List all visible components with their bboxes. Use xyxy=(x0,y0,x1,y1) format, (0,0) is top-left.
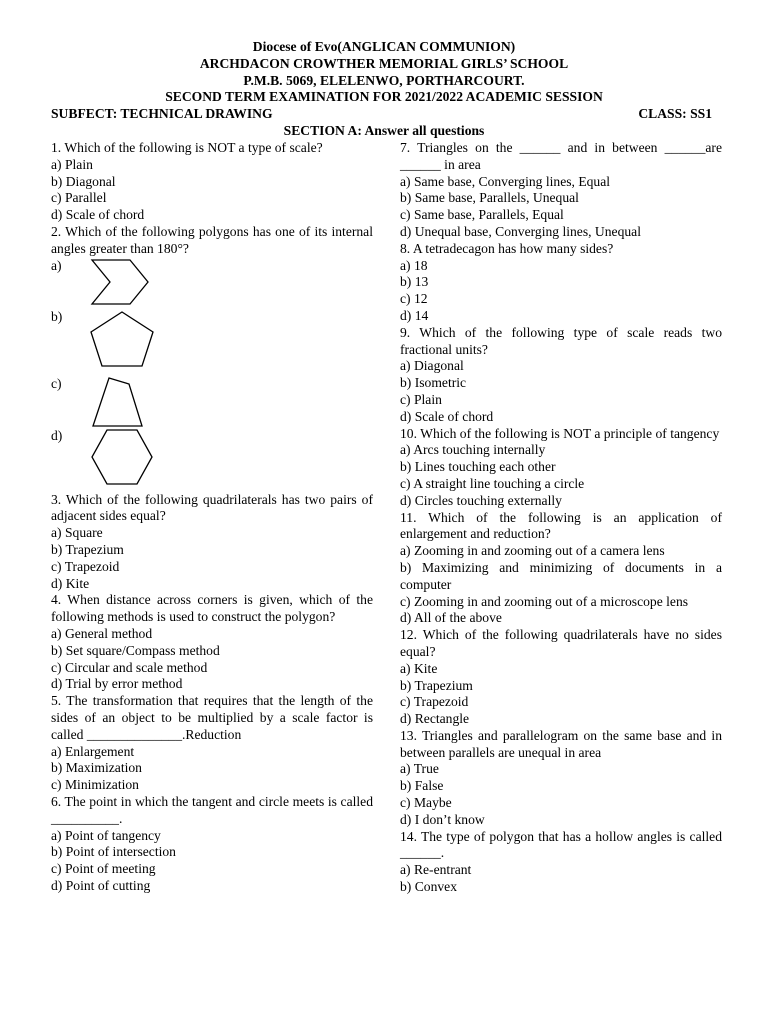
option-c: c) Zooming in and zooming out of a microscope lens xyxy=(400,593,689,609)
question-1 xyxy=(51,140,373,224)
option-a: a) Arcs touching internally xyxy=(400,442,546,458)
option-a: a) Same base, Converging lines, Equal xyxy=(400,173,611,189)
section-title: SECTION A: Answer all questions xyxy=(283,123,485,138)
option-d: d) Circles touching externally xyxy=(400,492,562,508)
option-c: c) Minimization xyxy=(51,777,139,793)
option-letter: a) xyxy=(51,257,62,273)
option-a: a) Plain xyxy=(51,156,93,172)
question-13 xyxy=(400,728,722,829)
hexagon-icon xyxy=(87,428,157,488)
class-label: CLASS: SS1 xyxy=(638,106,712,121)
question-text: 10. Which of the following is NOT a principle of tangency xyxy=(400,425,720,441)
option-a: a) Diagonal xyxy=(400,358,464,374)
question-12 xyxy=(400,627,722,728)
option-d: d) Unequal base, Converging lines, Unequal xyxy=(400,223,641,239)
option-a: a) Kite xyxy=(400,660,438,676)
question-5 xyxy=(51,693,373,794)
option-letter: d) xyxy=(51,427,63,443)
option-c: c) Trapezoid xyxy=(51,558,120,574)
option-b: b) Lines touching each other xyxy=(400,459,556,475)
question-text: 5. The transformation that requires that the length of the sides of an object to be multiplied by a scale factor is called ______________.Reduction xyxy=(51,693,373,742)
right-column xyxy=(400,140,722,896)
option-c: c) Parallel xyxy=(51,190,107,206)
option-b: b) Point of intersection xyxy=(51,844,176,860)
option-b: b) False xyxy=(400,778,444,794)
diocese-line: Diocese of Evo(ANGLICAN COMMUNION) xyxy=(252,39,516,54)
subject-label: SUBFECT: TECHNICAL DRAWING xyxy=(51,106,273,121)
option-d: d) Trial by error method xyxy=(51,676,183,692)
option-b: b) 13 xyxy=(400,274,429,290)
question-text: 11. Which of the following is an application of enlargement and reduction? xyxy=(400,509,722,542)
option-c: c) Plain xyxy=(400,391,442,407)
chevron-icon xyxy=(87,258,149,306)
option-c: c) Same base, Parallels, Equal xyxy=(400,207,564,223)
option-d: d) All of the above xyxy=(400,610,502,626)
option-c: c) A straight line touching a circle xyxy=(400,475,585,491)
school-name: ARCHDACON CROWTHER MEMORIAL GIRLS’ SCHOOL xyxy=(199,55,569,71)
school-address: P.M.B. 5069, ELELENWO, PORTHARCOURT. xyxy=(243,72,525,88)
question-11 xyxy=(400,510,722,628)
option-c: c) Point of meeting xyxy=(51,861,156,877)
option-d: d) Scale of chord xyxy=(400,408,494,424)
option-c: c) Trapezoid xyxy=(400,694,469,710)
option-a: a) Zooming in and zooming out of a camera lens xyxy=(400,543,665,559)
quadrilateral-icon xyxy=(87,376,157,428)
question-text: 8. A tetradecagon has how many sides? xyxy=(400,240,614,256)
question-7 xyxy=(400,140,722,241)
option-b: b) Convex xyxy=(400,879,458,895)
option-c xyxy=(51,376,373,428)
option-c: c) 12 xyxy=(400,291,428,307)
option-c: c) Maybe xyxy=(400,795,452,811)
option-d: d) I don’t know xyxy=(400,811,485,827)
question-10 xyxy=(400,426,722,510)
option-d xyxy=(51,428,373,492)
question-text: 6. The point in which the tangent and circle meets is called __________. xyxy=(51,793,373,826)
option-c: c) Circular and scale method xyxy=(51,659,208,675)
option-b xyxy=(51,309,373,376)
question-9 xyxy=(400,325,722,426)
question-14 xyxy=(400,829,722,896)
option-a: a) Point of tangency xyxy=(51,827,161,843)
question-3 xyxy=(51,492,373,593)
option-b: b) Same base, Parallels, Unequal xyxy=(400,190,579,206)
option-b: b) Set square/Compass method xyxy=(51,642,220,658)
option-b: b) Trapezium xyxy=(51,541,124,557)
exam-title: SECOND TERM EXAMINATION FOR 2021/2022 ACADEMIC SESSION xyxy=(165,89,603,105)
option-d: d) Rectangle xyxy=(400,711,470,727)
option-letter: b) xyxy=(51,308,63,324)
option-b: b) Maximizing and minimizing of documents in a computer xyxy=(400,559,722,592)
option-a: a) Enlargement xyxy=(51,743,135,759)
question-text: 4. When distance across corners is given, which of the following methods is used to construct the polygon? xyxy=(51,592,373,625)
question-text: 9. Which of the following type of scale reads two fractional units? xyxy=(400,324,722,357)
question-2 xyxy=(51,224,373,492)
pentagon-icon xyxy=(87,309,157,369)
option-a: a) General method xyxy=(51,625,153,641)
left-column xyxy=(51,140,373,895)
option-letter: c) xyxy=(51,375,62,391)
option-a: a) Re-entrant xyxy=(400,862,472,878)
question-text: 2. Which of the following polygons has one of its internal angles greater than 180°? xyxy=(51,223,373,256)
question-text: 12. Which of the following quadrilaterals have no sides equal? xyxy=(400,627,722,659)
option-b: b) Isometric xyxy=(400,375,467,391)
option-b: b) Maximization xyxy=(51,760,142,776)
option-a: a) Square xyxy=(51,525,103,541)
question-4 xyxy=(51,592,373,693)
option-a: a) 18 xyxy=(400,257,428,273)
question-text: 1. Which of the following is NOT a type of scale? xyxy=(51,140,323,155)
option-d: d) 14 xyxy=(400,307,429,323)
question-6 xyxy=(51,794,373,895)
option-a: a) True xyxy=(400,761,439,777)
school-header xyxy=(0,39,768,106)
option-b: b) Diagonal xyxy=(51,173,116,189)
question-text: 3. Which of the following quadrilaterals has two pairs of adjacent sides equal? xyxy=(51,491,373,524)
option-d: d) Kite xyxy=(51,575,90,591)
option-b: b) Trapezium xyxy=(400,677,473,693)
option-d: d) Point of cutting xyxy=(51,877,151,893)
question-text: 13. Triangles and parallelogram on the same base and in between parallels are unequal in area xyxy=(400,727,722,760)
question-8 xyxy=(400,241,722,325)
option-d: d) Scale of chord xyxy=(51,207,145,223)
question-text: 7. Triangles on the ______ and in between ______are ______ in area xyxy=(400,140,722,172)
option-a xyxy=(51,258,373,309)
question-text: 14. The type of polygon that has a hollow angles is called ______. xyxy=(400,828,722,861)
